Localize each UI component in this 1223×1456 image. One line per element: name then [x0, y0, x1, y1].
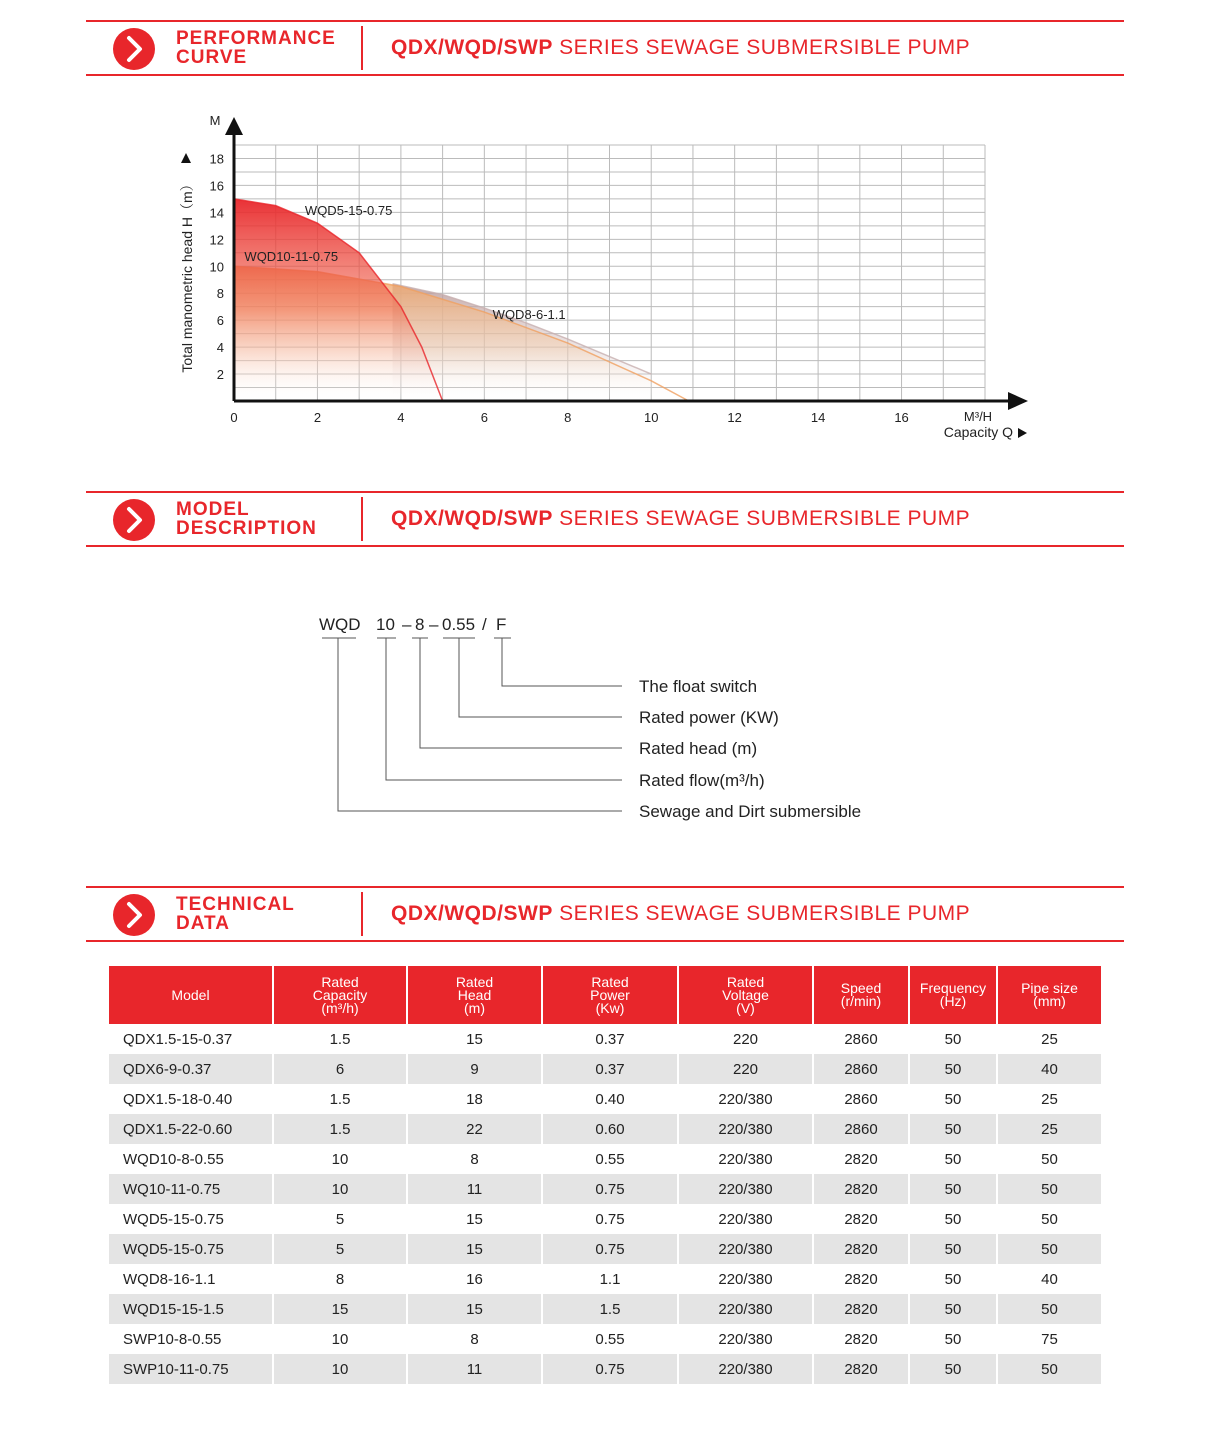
table-cell: 6 [274, 1054, 408, 1084]
column-header-line: (Hz) [939, 993, 967, 1009]
table-cell: 2820 [814, 1264, 910, 1294]
column-header-line: (m³/h) [321, 999, 359, 1016]
table-cell: 8 [408, 1144, 543, 1174]
code-dash: – [402, 615, 412, 634]
table-body [109, 1024, 1101, 1384]
column-header-line: (mm) [1033, 993, 1066, 1009]
x-tick-label: 14 [810, 410, 826, 425]
table-cell: 2820 [814, 1144, 910, 1174]
label-sewage-dirt: Sewage and Dirt submersible [639, 802, 862, 821]
table-cell: 50 [910, 1054, 998, 1084]
column-header-line: Rated [726, 973, 765, 990]
y-tick-label: 2 [216, 367, 224, 383]
model-cell: QDX1.5-22-0.60 [109, 1114, 274, 1144]
x-tick-label: 6 [480, 410, 488, 425]
table-cell: 11 [408, 1174, 543, 1204]
table-cell: 0.55 [543, 1144, 679, 1174]
chevron-right-icon [113, 28, 155, 70]
table-cell: 1.5 [274, 1114, 408, 1144]
table-cell: 50 [910, 1024, 998, 1054]
y-axis-unit: M [209, 113, 221, 128]
table-cell: 50 [998, 1354, 1101, 1384]
column-header-line: Rated [591, 973, 629, 990]
table-cell: 15 [408, 1294, 543, 1324]
table-row [109, 1324, 1101, 1354]
section-label: PERFORMANCE CURVE [176, 28, 336, 68]
table-cell: 40 [998, 1054, 1101, 1084]
table-cell: 18 [408, 1084, 543, 1114]
table-cell: 9 [408, 1054, 543, 1084]
table-cell: 220/380 [679, 1144, 814, 1174]
model-cell: WQ10-11-0.75 [109, 1174, 274, 1204]
header-divider [361, 892, 363, 936]
table-cell: 25 [1041, 1030, 1058, 1048]
label-rated-flow: Rated flow(m³/h) [639, 771, 765, 790]
table-cell: 22 [408, 1114, 543, 1144]
x-axis-arrow [1008, 392, 1028, 410]
performance-curve-header [86, 20, 1124, 76]
code-slash: / [482, 615, 487, 634]
label-rated-power: Rated power (KW) [639, 708, 779, 727]
table-cell: 1.5 [543, 1294, 679, 1324]
table-cell: 8 [274, 1264, 408, 1294]
table-cell: 0.40 [543, 1084, 679, 1114]
table-cell: 5 [274, 1234, 408, 1264]
table-cell: 0.37 [543, 1054, 679, 1084]
column-header-line: Rated [455, 973, 494, 990]
table-cell: 50 [910, 1264, 998, 1294]
table-cell: 220 [679, 1024, 814, 1054]
table-cell: 220/380 [679, 1264, 814, 1294]
x-tick-label: 0 [230, 410, 238, 425]
column-header [814, 966, 910, 1024]
table-row [109, 1084, 1101, 1114]
table-cell: 0.75 [543, 1354, 679, 1384]
table-cell: 25 [998, 1114, 1101, 1144]
code-part-float: F [496, 615, 507, 634]
column-header-line: (m) [464, 999, 485, 1016]
table-cell: 15 [408, 1204, 543, 1234]
table-cell: 220/380 [679, 1324, 814, 1354]
column-header-line: (Kw) [595, 999, 625, 1016]
table-cell: 50 [998, 1174, 1101, 1204]
table-cell: 0.75 [543, 1204, 679, 1234]
table-row [109, 1054, 1101, 1084]
table-cell: 0.75 [543, 1234, 679, 1264]
column-header-line: Voltage [722, 986, 769, 1003]
table-cell: 50 [1041, 1150, 1058, 1168]
performance-chart-svg [170, 105, 1050, 455]
table-cell: 0.37 [543, 1024, 679, 1054]
table-cell: 2820 [814, 1174, 910, 1204]
performance-chart [170, 105, 1050, 455]
table-cell: 8 [408, 1324, 543, 1354]
table-row [109, 1174, 1101, 1204]
series-label: WQD8-6-1.1 [492, 306, 566, 322]
y-tick-label: 16 [209, 178, 224, 194]
y-label-arrow-icon [181, 153, 191, 163]
table-header-row [109, 966, 1101, 1024]
model-description-header [86, 491, 1124, 547]
table-cell: 50 [910, 1114, 998, 1144]
x-tick-label: 8 [564, 410, 572, 425]
column-header [109, 966, 274, 1024]
table-cell: 2860 [814, 1024, 910, 1054]
table-cell: 15 [408, 1234, 543, 1264]
column-header-line: Capacity [312, 986, 368, 1003]
x-label-arrow-icon [1018, 428, 1027, 438]
x-axis-unit: M³/H [963, 409, 993, 424]
table-cell: 2820 [814, 1294, 910, 1324]
table-row [109, 1144, 1101, 1174]
table-cell: 2820 [814, 1204, 910, 1234]
column-header [910, 966, 998, 1024]
table-row [109, 1204, 1101, 1234]
table-cell: 2820 [814, 1324, 910, 1354]
model-code-svg [300, 600, 950, 840]
table-cell: 50 [1041, 1210, 1058, 1228]
column-header [543, 966, 679, 1024]
header-divider [361, 497, 363, 541]
code-part-flow: 10 [376, 615, 395, 634]
header-divider [361, 26, 363, 70]
model-cell: WQD5-15-0.75 [109, 1204, 274, 1234]
section-label: MODEL DESCRIPTION [176, 499, 317, 539]
y-tick-label: 14 [209, 205, 224, 221]
y-axis-label: Total manometric head H（m） [179, 177, 195, 373]
table-cell: 1.1 [543, 1264, 679, 1294]
table-cell: 220/380 [679, 1294, 814, 1324]
table-row [109, 1234, 1101, 1264]
table-cell: 1.5 [274, 1024, 408, 1054]
x-tick-label: 16 [894, 410, 909, 425]
table-cell: 10 [274, 1174, 408, 1204]
model-cell: WQD8-16-1.1 [109, 1264, 274, 1294]
section-label: TECHNICAL DATA [176, 894, 295, 934]
model-code-diagram [300, 600, 950, 840]
x-tick-label: 2 [313, 410, 322, 425]
table-cell: 50 [910, 1354, 998, 1384]
table-cell: 50 [910, 1084, 998, 1114]
model-cell: WQD15-15-1.5 [109, 1294, 274, 1324]
y-tick-label: 8 [216, 286, 224, 302]
y-tick-label: 10 [209, 259, 224, 275]
table-cell: 220/380 [679, 1354, 814, 1384]
column-header-line: Head [457, 986, 492, 1003]
chevron-right-icon [113, 499, 155, 541]
table-cell: 50 [910, 1144, 998, 1174]
table-row [109, 1264, 1101, 1294]
table-cell: 220/380 [679, 1204, 814, 1234]
y-axis-arrow [225, 117, 243, 135]
table-cell: 0.75 [543, 1174, 679, 1204]
code-part-power: 0.55 [442, 615, 476, 634]
y-tick-label: 4 [216, 340, 224, 356]
column-header [408, 966, 543, 1024]
code-dash: – [429, 615, 439, 634]
section-title: QDX/WQD/SWP SERIES SEWAGE SUBMERSIBLE PUMP [391, 507, 971, 530]
column-header [679, 966, 814, 1024]
table-cell: 5 [274, 1204, 408, 1234]
table-cell: 25 [1041, 1090, 1058, 1108]
table-cell: 2860 [814, 1054, 910, 1084]
x-tick-label: 12 [727, 410, 742, 425]
column-header-line: Frequency [919, 980, 987, 996]
table-cell: 50 [910, 1204, 998, 1234]
model-cell: QDX1.5-15-0.37 [109, 1024, 274, 1054]
label-float-switch: The float switch [639, 677, 758, 696]
column-header-line: Power [590, 986, 630, 1003]
table-cell: 2820 [814, 1354, 910, 1384]
column-header-line: Model [171, 986, 210, 1003]
table-cell: 2860 [814, 1114, 910, 1144]
table-cell: 220 [679, 1054, 814, 1084]
x-tick-label: 10 [643, 410, 659, 425]
y-tick-label: 18 [209, 151, 224, 167]
table-cell: 0.60 [543, 1114, 679, 1144]
series-label: WQD10-11-0.75 [244, 248, 339, 264]
table-cell: 220/380 [679, 1234, 814, 1264]
model-cell: QDX6-9-0.37 [109, 1054, 274, 1084]
table-cell: 15 [408, 1024, 543, 1054]
table-cell: 1.5 [274, 1084, 408, 1114]
table-cell: 10 [274, 1324, 408, 1354]
chevron-right-icon [113, 894, 155, 936]
table-cell: 11 [408, 1354, 543, 1384]
table-cell: 40 [1041, 1270, 1058, 1288]
section-title: QDX/WQD/SWP SERIES SEWAGE SUBMERSIBLE PUMP [391, 902, 971, 925]
column-header [998, 966, 1101, 1024]
table-cell: 50 [910, 1234, 998, 1264]
column-header-line: (V) [736, 999, 755, 1016]
table-row [109, 1114, 1101, 1144]
column-header-line: Rated [321, 973, 359, 990]
table-cell: 50 [998, 1234, 1101, 1264]
label-rated-head: Rated head (m) [639, 739, 758, 758]
y-tick-label: 6 [216, 313, 224, 329]
table-cell: 50 [910, 1174, 998, 1204]
code-part-head: 8 [415, 615, 425, 634]
table-cell: 0.55 [543, 1324, 679, 1354]
table-cell: 50 [998, 1294, 1101, 1324]
table-cell: 75 [1041, 1330, 1058, 1348]
x-tick-label: 4 [397, 410, 405, 425]
table-cell: 16 [408, 1264, 543, 1294]
table-cell: 50 [910, 1294, 998, 1324]
table-row [109, 1354, 1101, 1384]
technical-data-header [86, 886, 1124, 942]
code-part-series: WQD [319, 615, 361, 634]
x-axis-label: Capacity Q [943, 424, 1013, 440]
table-cell: 220/380 [679, 1114, 814, 1144]
table-cell: 220/380 [679, 1084, 814, 1114]
model-cell: QDX1.5-18-0.40 [109, 1084, 274, 1114]
column-header-line: Speed [840, 980, 882, 996]
table-cell: 15 [274, 1294, 408, 1324]
table-cell: 2860 [814, 1084, 910, 1114]
table-cell: 10 [274, 1144, 408, 1174]
model-cell: WQD10-8-0.55 [109, 1144, 274, 1174]
model-cell: SWP10-11-0.75 [109, 1354, 274, 1384]
section-title: QDX/WQD/SWP SERIES SEWAGE SUBMERSIBLE PUMP [391, 36, 971, 59]
column-header-line: Pipe size [1021, 980, 1078, 996]
model-cell: WQD5-15-0.75 [109, 1234, 274, 1264]
table-row [109, 1024, 1101, 1054]
series-label: WQD5-15-0.75 [304, 203, 393, 219]
column-header-line: (r/min) [840, 993, 882, 1009]
table-cell: 220/380 [679, 1174, 814, 1204]
table-cell: 10 [274, 1354, 408, 1384]
y-tick-label: 12 [209, 232, 224, 248]
column-header [274, 966, 408, 1024]
table-row [109, 1294, 1101, 1324]
table-cell: 2820 [814, 1234, 910, 1264]
table-cell: 50 [910, 1324, 998, 1354]
technical-data-table [109, 966, 1101, 1384]
model-cell: SWP10-8-0.55 [109, 1324, 274, 1354]
